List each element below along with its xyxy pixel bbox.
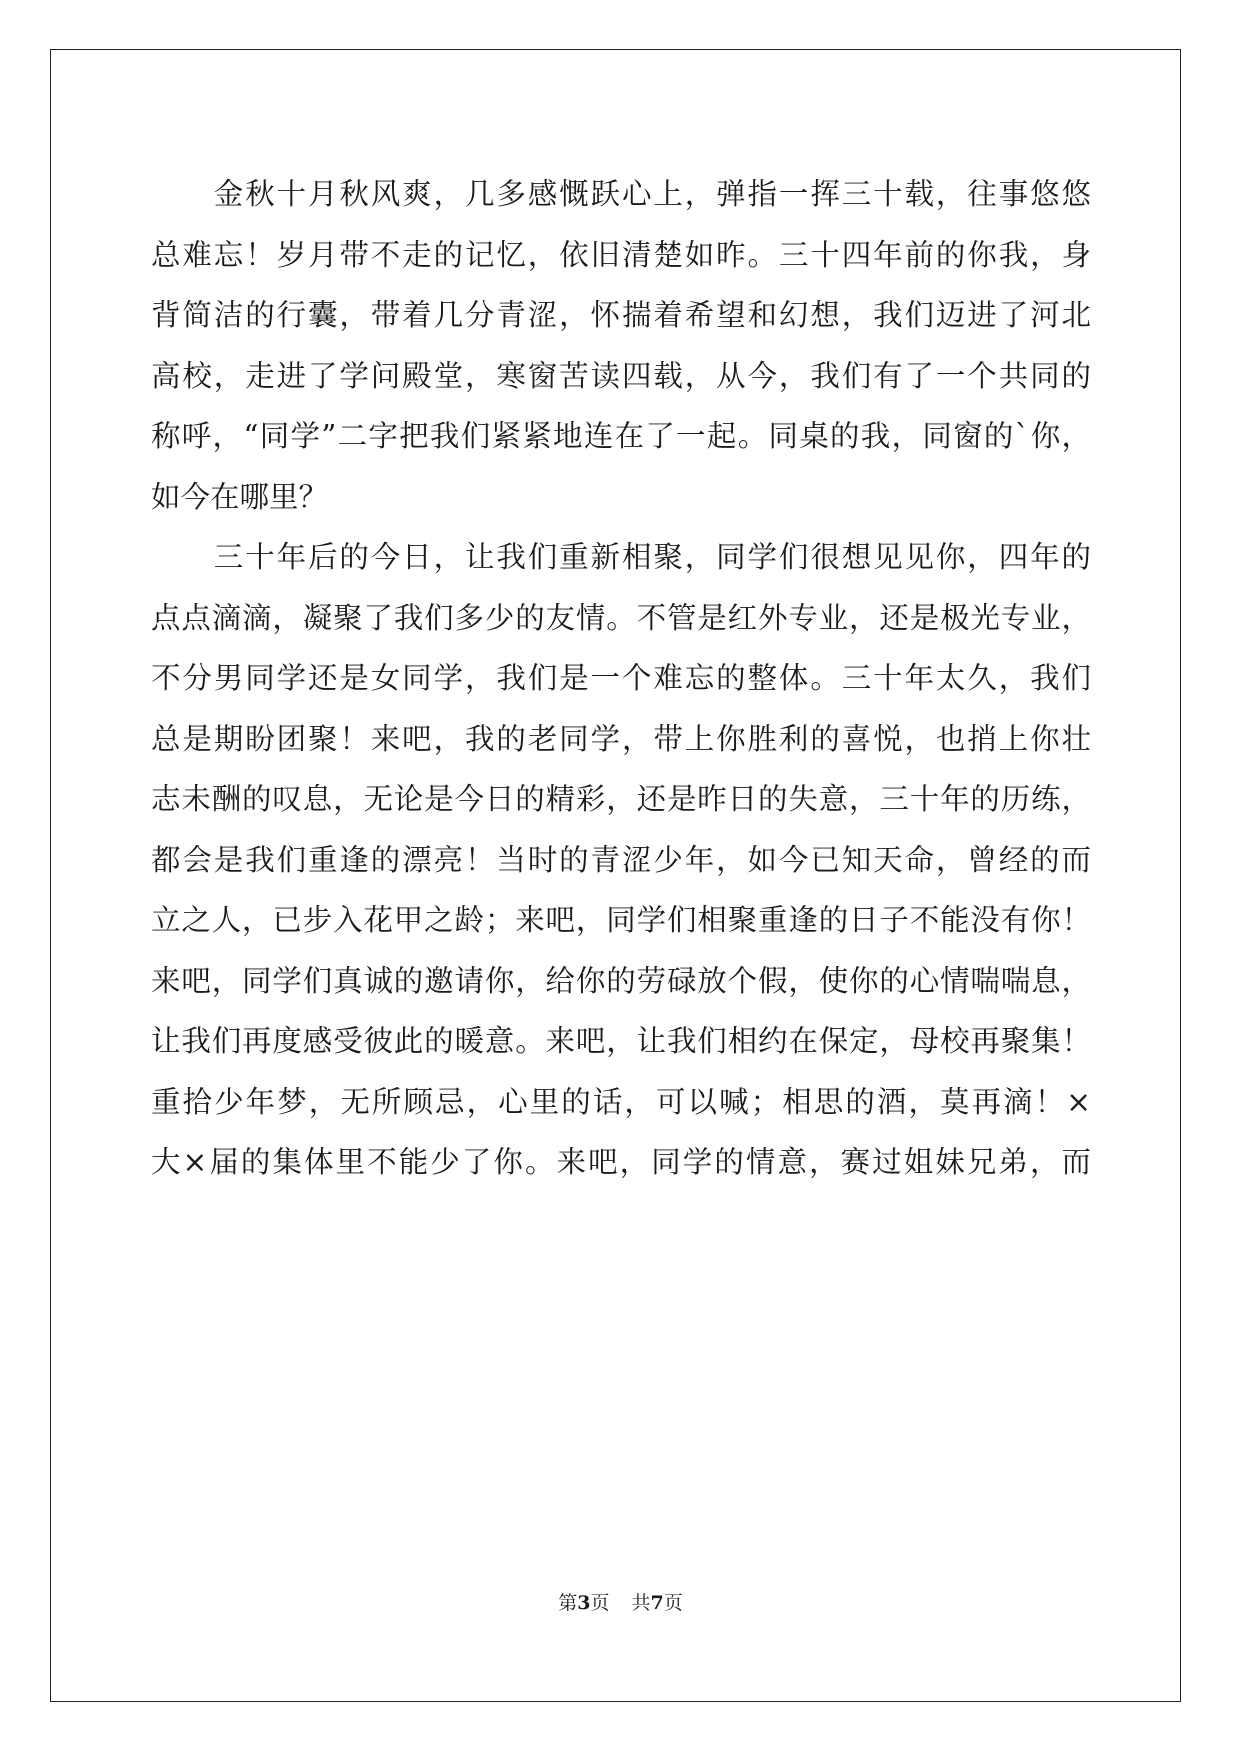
total-label-suffix: 页 [663,1592,683,1614]
paragraph-1-line-4: 高校，走进了学问殿堂，寒窗苦读四载，从今，我们有了一个共同的 [151,358,1091,393]
document-body [151,164,1091,1193]
total-label-prefix: 共 [631,1592,651,1614]
paragraph-2-line-6: 都会是我们重逢的漂亮！当时的青涩少年，如今已知天命，曾经的而 [151,842,1091,877]
paragraph-1-line-2: 总难忘！岁月带不走的记忆，依旧清楚如昨。三十四年前的你我，身 [151,237,1091,272]
paragraph-2-line-9: 让我们再度感受彼此的暖意。来吧，让我们相约在保定，母校再聚集！ [151,1024,1091,1058]
paragraph-2-line-5: 志未酬的叹息，无论是今日的精彩，还是昨日的失意，三十年的历练， [151,782,1091,816]
paragraph-2-line-1: 三十年后的今日，让我们重新相聚，同学们很想见见你，四年的 [151,540,1091,574]
paragraph-2-line-3: 不分男同学还是女同学，我们是一个难忘的整体。三十年太久，我们 [151,661,1091,695]
paragraph-1-line-5: 称呼，“同学”二字把我们紧紧地连在了一起。同桌的我，同窗的`你， [151,419,1091,453]
page-footer [0,1588,1241,1615]
paragraph-2-line-2: 点点滴滴，凝聚了我们多少的友情。不管是红外专业，还是极光专业， [151,600,1091,635]
paragraph-1-line-3: 背简洁的行囊，带着几分青涩，怀揣着希望和幻想，我们迈进了河北 [151,298,1091,332]
paragraph-2-line-8: 来吧，同学们真诚的邀请你，给你的劳碌放个假，使你的心情喘喘息， [151,963,1091,998]
total-pages: 7 [650,1592,664,1614]
paragraph-2-line-7: 立之人，已步入花甲之龄；来吧，同学们相聚重逢的日子不能没有你！ [151,903,1091,937]
page-label-suffix: 页 [590,1592,610,1614]
paragraph-1-line-6: 如今在哪里？ [151,479,329,514]
paragraph-2-line-4: 总是期盼团聚！来吧，我的老同学，带上你胜利的喜悦，也捎上你壮 [151,721,1091,756]
page-label-prefix: 第 [558,1592,578,1614]
paragraph-2-line-10: 重拾少年梦，无所顾忌，心里的话，可以喊；相思的酒，莫再滴！× [151,1084,1091,1119]
paragraph-2-line-11: 大×届的集体里不能少了你。来吧，同学的情意，赛过姐妹兄弟，而 [151,1145,1091,1179]
paragraph-1-line-1: 金秋十月秋风爽，几多感慨跃心上，弹指一挥三十载，往事悠悠 [151,177,1091,211]
page-number: 3 [577,1592,591,1614]
